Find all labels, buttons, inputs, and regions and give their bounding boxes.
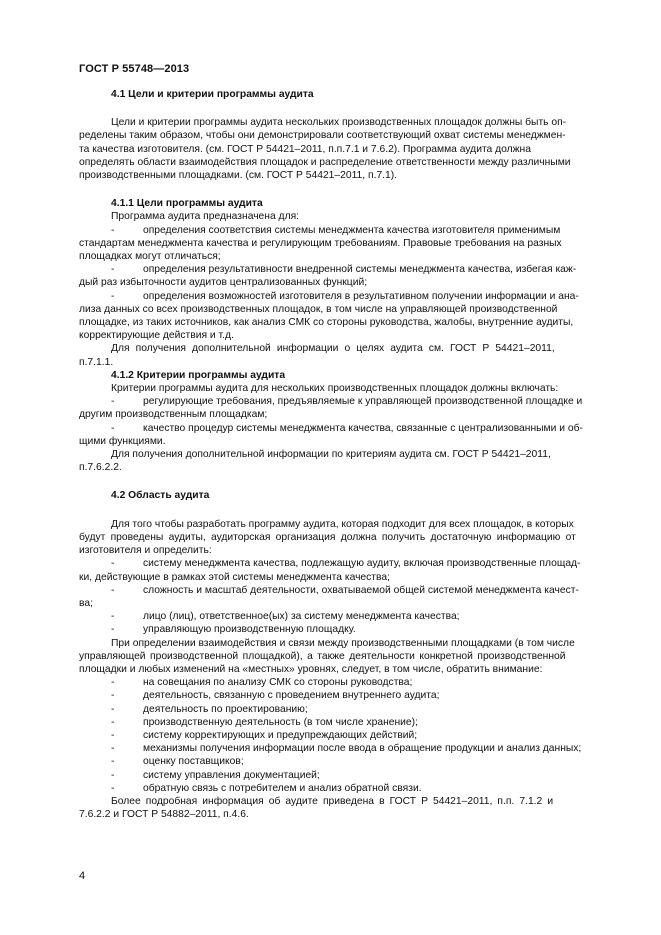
sec41-line: производственными площадками. (см. ГОСТ Р 54421–2011, п.7.1). — [79, 170, 398, 182]
section-4-2-heading: 4.2 Область аудита — [111, 490, 210, 502]
sec41-line: Цели и критерии программы аудита нескольких производственных площадок должны быть оп- — [111, 117, 567, 129]
sec42-line: Для того чтобы разработать программу аудита, которая подходит для всех площадок, в которых — [111, 518, 574, 530]
list-item: - деятельность по проектированию; — [111, 703, 308, 715]
list-item: - сложность и масштаб деятельности, охватываемой общей системой менеджмента качест- — [111, 584, 579, 596]
list-item: - лицо (лиц), ответственное(ых) за систему менеджмента качества; — [111, 611, 460, 623]
sec411-intro: Программа аудита предназначена для: — [111, 211, 300, 223]
list-item-cont: корректирующие действия и т.д. — [79, 330, 234, 342]
sec42-line: площадки и любых изменений на «местных» уровнях, следует, в том числе, обратить внимание: — [79, 663, 543, 675]
sec41-line: та качества изготовителя. (см. ГОСТ Р 54421–2011, п.п.7.1 и 7.6.2). Программа аудита должна — [79, 143, 531, 155]
sec42-line: Более подробная информация об аудите приведена в ГОСТ Р 54421–2011, п.п. 7.1.2 и — [111, 795, 554, 807]
list-item: - регулирующие требования, предъявляемые к управляющей производственной площадке и — [111, 396, 583, 408]
list-item-cont: площадке, из таких источников, как анализ СМК со стороны руководства, жалобы, внутренние аудиты, — [79, 317, 574, 329]
list-item: - механизмы получения информации после ввода в обращение продукции и анализ данных; — [111, 743, 582, 755]
sec42-line: 7.6.2.2 и ГОСТ Р 54882–2011, п.4.6. — [79, 809, 249, 821]
list-item-cont: дый раз избыточности аудитов централизованных функций; — [79, 277, 368, 289]
list-item: - определения соответствия системы менеджмента качества изготовителя применимым — [111, 224, 561, 236]
list-item-cont: щими функциями. — [79, 435, 166, 447]
sec41-line: определять области взаимодействия площадок и распределение ответственности между различными — [79, 156, 571, 168]
list-item-cont: стандартам менеджмента качества и регулирующим требованиям. Правовые требования на разных — [79, 237, 562, 249]
list-item: - управляющую производственную площадку. — [111, 624, 356, 636]
list-item-cont: ки, действующие в рамках этой системы менеджмента качества; — [79, 571, 390, 583]
section-4-1-heading: 4.1 Цели и критерии программы аудита — [111, 89, 314, 100]
list-item: - систему управления документацией; — [111, 769, 320, 781]
page-number: 4 — [79, 870, 86, 882]
list-item: - качество процедур системы менеджмента качества, связанные с централизованными и об- — [111, 422, 583, 434]
list-item-cont: ва; — [79, 597, 93, 609]
sec42-line: При определении взаимодействия и связи между производственными площадками (в том числе — [111, 637, 575, 649]
list-item: - определения результативности внедренной системы менеджмента качества, избегая каж- — [111, 264, 577, 276]
sec411-info-cont: п.7.1.1. — [79, 356, 114, 368]
document-body — [79, 88, 613, 821]
list-item: - систему менеджмента качества, подлежащую аудиту, включая производственные площад- — [111, 558, 581, 570]
sec41-line: ределены таким образом, чтобы они демонстрировали соответствующий охват системы менеджмен- — [79, 130, 566, 142]
list-item: - определения возможностей изготовителя в результативном получении информации и ана- — [111, 290, 579, 302]
list-item: - на совещания по анализу СМК со стороны руководства; — [111, 677, 413, 689]
list-item: - оценку поставщиков; — [111, 756, 244, 768]
sec42-line: изготовителя и определить: — [79, 545, 212, 557]
list-item: - систему корректирующих и предупреждающих действий; — [111, 729, 418, 741]
list-dash: - — [111, 224, 115, 236]
sec412-intro: Критерии программы аудита для нескольких производственных площадок должны включать: — [111, 383, 559, 395]
list-item: - деятельность, связанную с проведением внутреннего аудита; — [111, 690, 440, 702]
list-item: - производственную деятельность (в том числе хранение); — [111, 716, 418, 728]
sec411-info: Для получения дополнительной информации о целях аудита см. ГОСТ Р 54421–2011, — [111, 343, 555, 355]
list-item-cont: другим производственным площадкам; — [79, 409, 268, 421]
document-header: ГОСТ Р 55748—2013 — [79, 63, 190, 75]
section-4-1-2-heading: 4.1.2 Критерии программы аудита — [111, 369, 286, 381]
sec42-line: будут проведены аудиты, аудиторская организация должна получить достаточную информацию от — [79, 531, 576, 543]
list-item: - обратную связь с потребителем и анализ обратной связи. — [111, 782, 422, 794]
list-item-cont: площадках могут отличаться; — [79, 251, 221, 263]
sec42-line: управляющей производственной площадкой), а также деятельности конкретной производственной — [79, 650, 566, 662]
section-4-1-1-heading: 4.1.1 Цели программы аудита — [111, 198, 263, 210]
sec412-info: Для получения дополнительной информации по критериям аудита см. ГОСТ Р 54421–2011, — [111, 449, 551, 461]
list-item-cont: лиза данных со всех производственных площадок, в том числе на управляющей производственной — [79, 303, 558, 315]
sec412-info-cont: п.7.6.2.2. — [79, 462, 122, 474]
